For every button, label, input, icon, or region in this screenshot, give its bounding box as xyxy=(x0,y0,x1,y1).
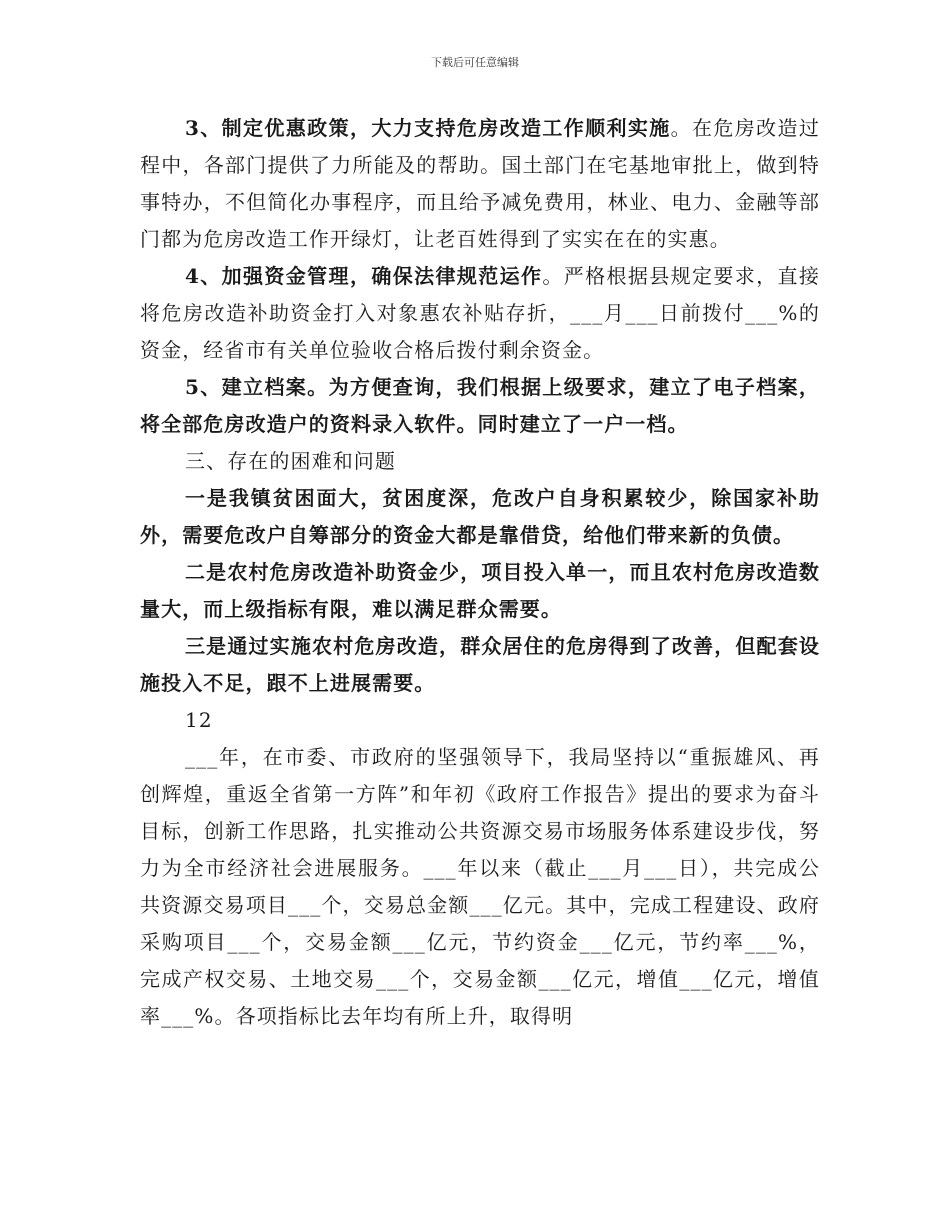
paragraph-funds-lead: 4、加强资金管理，确保法律规范运作 xyxy=(185,264,543,288)
paragraph-problem-one: 一是我镇贫困面大，贫困度深，危改户自身积累较少，除国家补助外，需要危改户自筹部分的资金大都是靠借贷，给他们带来新的负债。 xyxy=(140,486,820,547)
section-heading-problems: 三、存在的困难和问题 xyxy=(185,449,396,473)
section-number: 12 xyxy=(185,708,213,732)
paragraph-policy-rest: 。在危房改造过程中，各部门提供了力所能及的帮助。国土部门在宅基地审批上，做到特事特办，不但简化办事程序，而且给予减免费用，林业、电力、金融等部门都为危房改造工作开绿灯，让老百姓得到了实实在在的实惠。 xyxy=(140,116,820,251)
document-body xyxy=(140,110,820,1035)
paragraph-policy xyxy=(140,110,820,258)
paragraph-archive: 5、建立档案。为方便查询，我们根据上级要求，建立了电子档案，将全部危房改造户的资料录入软件。同时建立了一户一档。 xyxy=(140,375,820,436)
paragraph-problem-three: 三是通过实施农村危房改造，群众居住的危房得到了改善，但配套设施投入不足，跟不上进展需要。 xyxy=(140,634,820,695)
paragraph-policy-lead: 3、制定优惠政策，大力支持危房改造工作顺利实施 xyxy=(185,116,671,140)
paragraph-funds xyxy=(140,258,820,369)
paragraph-report-intro: ___年，在市委、市政府的坚强领导下，我局坚持以“重振雄风、再创辉煌，重返全省第一方阵”和年初《政府工作报告》提出的要求为奋斗目标，创新工作思路，扎实推动公共资源交易市场服务体系建设步伐，努力为全市经济社会进展服务。___年以来（截止___月___日），共完成公共资源交易项目___个，交易总金额___亿元。其中，完成工程建设、政府采购项目___个，交易金额___亿元，节约资金___亿元，节约率___%，完成产权交易、土地交易___个，交易金额___亿元，增值___亿元，增值率___%。各项指标比去年均有所上升，取得明 xyxy=(140,745,820,1028)
page-header: 下载后可任意编辑 xyxy=(431,56,519,69)
paragraph-problem-two: 二是农村危房改造补助资金少，项目投入单一，而且农村危房改造数量大，而上级指标有限，难以满足群众需要。 xyxy=(140,560,820,621)
paragraph-funds-rest: 。严格根据县规定要求，直接将危房改造补助资金打入对象惠农补贴存折，___月___日前拨付___%的资金，经省市有关单位验收合格后拨付剩余资金。 xyxy=(140,264,820,362)
